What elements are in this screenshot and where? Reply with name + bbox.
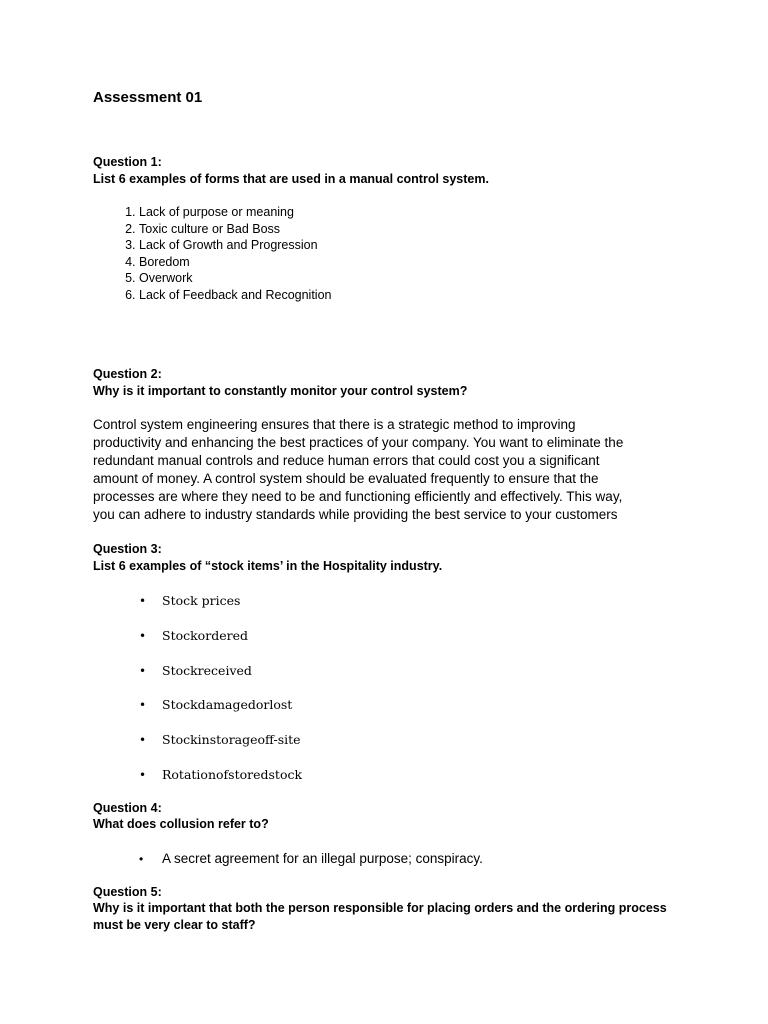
question-3-label: Question 3:: [93, 542, 162, 556]
question-2-answer: [93, 416, 683, 524]
question-2-text: Why is it important to constantly monitor your control system?: [93, 383, 468, 398]
bullet-icon: •: [139, 698, 147, 713]
question-4: [93, 800, 683, 868]
list-item: [93, 767, 683, 783]
question-4-text: What does collusion refer to?: [93, 817, 269, 832]
bullet-icon: •: [139, 628, 147, 643]
answer-line: productivity and enhancing the best practices of your company. You want to eliminate the: [93, 435, 624, 450]
answer-line: processes are where they need to be and functioning efficiently and effectively. This way,: [93, 489, 623, 504]
answer-line: Control system engineering ensures that there is a strategic method to improving: [93, 417, 576, 432]
list-item: [93, 732, 683, 748]
question-4-list: [93, 850, 683, 868]
list-item: [93, 697, 683, 713]
list-item: [93, 850, 683, 868]
question-2-label: Question 2:: [93, 367, 162, 381]
question-2: [93, 366, 683, 524]
answer-line: amount of money. A control system should be evaluated frequently to ensure that the: [93, 471, 599, 486]
list-item: [93, 593, 683, 609]
question-3-list: [93, 593, 683, 783]
list-item-text: Stockdamagedorlost: [162, 697, 293, 713]
page-title: Assessment 01: [93, 89, 203, 106]
question-1-list: [93, 204, 683, 303]
list-item: [93, 628, 683, 644]
question-1-label: Question 1:: [93, 155, 162, 169]
list-item: 4. Boredom: [139, 254, 683, 271]
list-item: 1. Lack of purpose or meaning: [139, 204, 683, 221]
question-1: [93, 154, 683, 303]
list-item-text: Stock prices: [162, 593, 241, 608]
list-item: 3. Lack of Growth and Progression: [139, 237, 683, 254]
question-5-label: Question 5:: [93, 884, 162, 899]
list-item: [93, 663, 683, 679]
bullet-icon: •: [139, 733, 147, 748]
bullet-icon: •: [139, 663, 147, 678]
bullet-icon: •: [139, 851, 144, 866]
question-5-text: must be very clear to staff?: [93, 917, 256, 932]
list-item: 6. Lack of Feedback and Recognition: [139, 287, 683, 304]
list-item-text: Stockordered: [162, 627, 248, 643]
answer-line: redundant manual controls and reduce human errors that could cost you a significant: [93, 453, 600, 468]
list-item-text: Stockreceived: [162, 662, 252, 678]
document-page: [93, 88, 683, 933]
list-item-text: A secret agreement for an illegal purpose; conspiracy.: [162, 850, 483, 866]
question-3: [93, 541, 683, 783]
question-5-text: Why is it important that both the person responsible for placing orders and the ordering process: [93, 901, 667, 916]
question-1-text: List 6 examples of forms that are used in a manual control system.: [93, 171, 489, 186]
question-5: [93, 884, 683, 934]
question-3-text: List 6 examples of “stock items’ in the Hospitality industry.: [93, 558, 443, 573]
list-item: 5. Overwork: [139, 270, 683, 287]
list-item-text: Stockinstorageoff-site: [162, 732, 301, 748]
list-item: 2. Toxic culture or Bad Boss: [139, 221, 683, 238]
question-4-label: Question 4:: [93, 800, 162, 815]
bullet-icon: •: [139, 594, 147, 608]
bullet-icon: •: [139, 767, 147, 782]
list-item-text: Rotationofstoredstock: [162, 766, 303, 782]
answer-line: you can adhere to industry standards while providing the best service to your customers: [93, 507, 618, 522]
